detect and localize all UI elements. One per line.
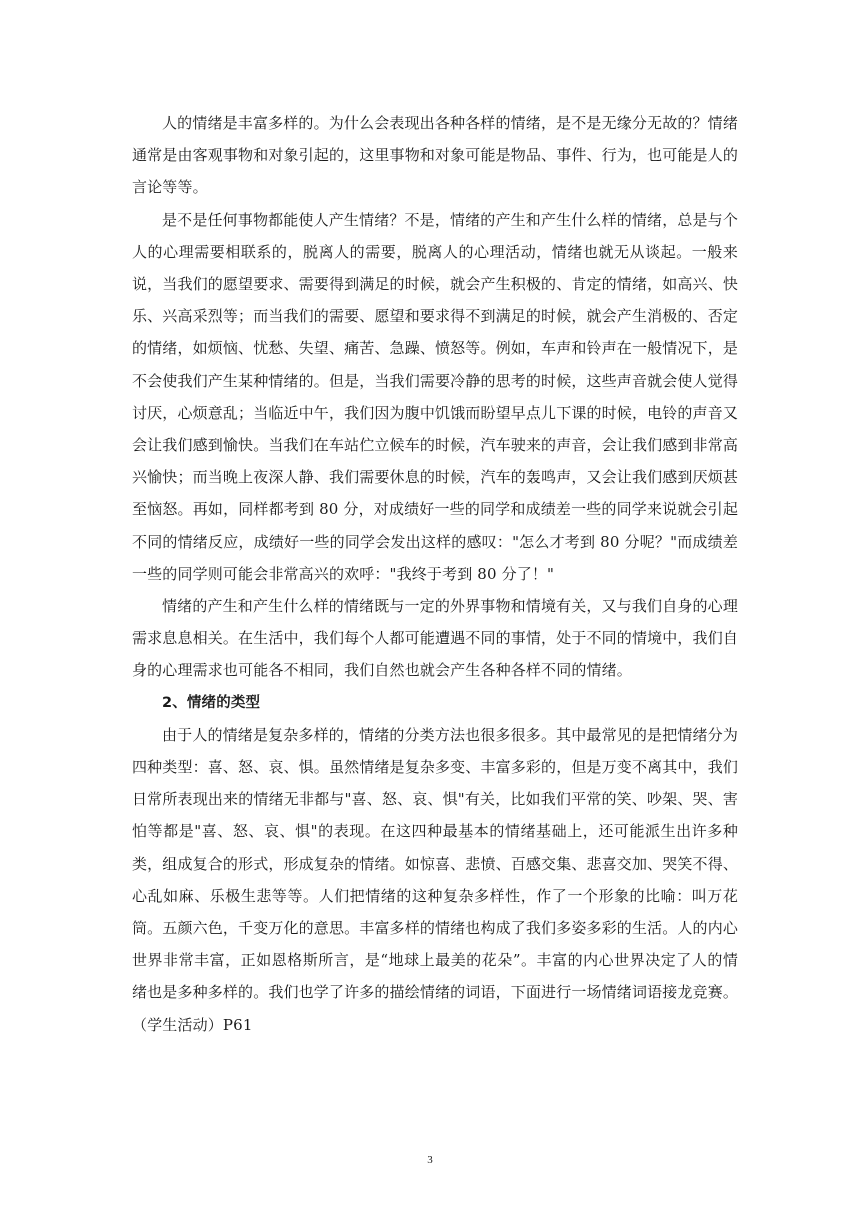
document-body — [132, 107, 738, 1041]
page-number: 3 — [427, 1154, 433, 1166]
paragraph-emotion-summary: 情绪的产生和产生什么样的情绪既与一定的外界事物和情境有关，又与我们自身的心理需求息息相关。在生活中，我们每个人都可能遭遇不同的事情，处于不同的情境中，我们自身的心理需求也可能各不相同，我们自然也就会产生各种各样不同的情绪。 — [132, 597, 739, 680]
section-heading: 2、情绪的类型 — [162, 694, 261, 711]
paragraph-emotion-types: 由于人的情绪是复杂多样的，情绪的分类方法也很多很多。其中最常见的是把情绪分为四种类型：喜、怒、哀、惧。虽然情绪是复杂多变、丰富多彩的，但是万变不离其中，我们日常所表现出来的情绪无非都与"喜、怒、哀、惧"有关，比如我们平常的笑、吵架、哭、害怕等都是"喜、怒、哀、惧"的表现。在这四种最基本的情绪基础上，还可能派生出许多种类，组成复合的形式，形成复杂的情绪。如惊喜、悲愤、百感交集、悲喜交加、哭笑不得、心乱如麻、乐极生悲等等。人们把情绪的这种复杂多样性，作了一个形象的比喻：叫万花筒。五颜六色，千变万化的意思。丰富多样的情绪也构成了我们多姿多彩的生活。人的内心世界非常丰富，正如恩格斯所言，是“地球上最美的花朵”。丰富的内心世界决定了人的情绪也是多种多样的。我们也学了许多的描绘情绪的词语，下面进行一场情绪词语接龙竞赛。（学生活动）P61 — [132, 725, 739, 1034]
paragraph-emotion-needs: 是不是任何事物都能使人产生情绪？不是，情绪的产生和产生什么样的情绪，总是与个人的心理需要相联系的，脱离人的需要，脱离人的心理活动，情绪也就无从谈起。一般来说，当我们的愿望要求、需要得到满足的时候，就会产生积极的、肯定的情绪，如高兴、快乐、兴高采烈等；而当我们的需要、愿望和要求得不到满足的时候，就会产生消极的、否定的情绪，如烦恼、忧愁、失望、痛苦、急躁、愤怒等。例如，车声和铃声在一般情况下，是不会使我们产生某种情绪的。但是，当我们需要冷静的思考的时候，这些声音就会使人觉得讨厌，心烦意乱；当临近中午，我们因为腹中饥饿而盼望早点儿下课的时候，电铃的声音又会让我们感到愉快。当我们在车站伫立候车的时候，汽车驶来的声音，会让我们感到非常高兴愉快；而当晚上夜深人静、我们需要休息的时候，汽车的轰鸣声，又会让我们感到厌烦甚至恼怒。再如，同样都考到 80 分，对成绩好一些的同学和成绩差一些的同学来说就会引起不同的情绪反应，成绩好一些的同学会发出这样的感叹："怎么才考到 80 分呢？"而成绩差一些的同学则可能会非常高兴的欢呼："我终于考到 80 分了！" — [132, 210, 739, 583]
paragraph-emotion-sources: 人的情绪是丰富多样的。为什么会表现出各种各样的情绪，是不是无缘分无故的？情绪通常是由客观事物和对象引起的，这里事物和对象可能是物品、事件、行为，也可能是人的言论等等。 — [132, 114, 739, 197]
